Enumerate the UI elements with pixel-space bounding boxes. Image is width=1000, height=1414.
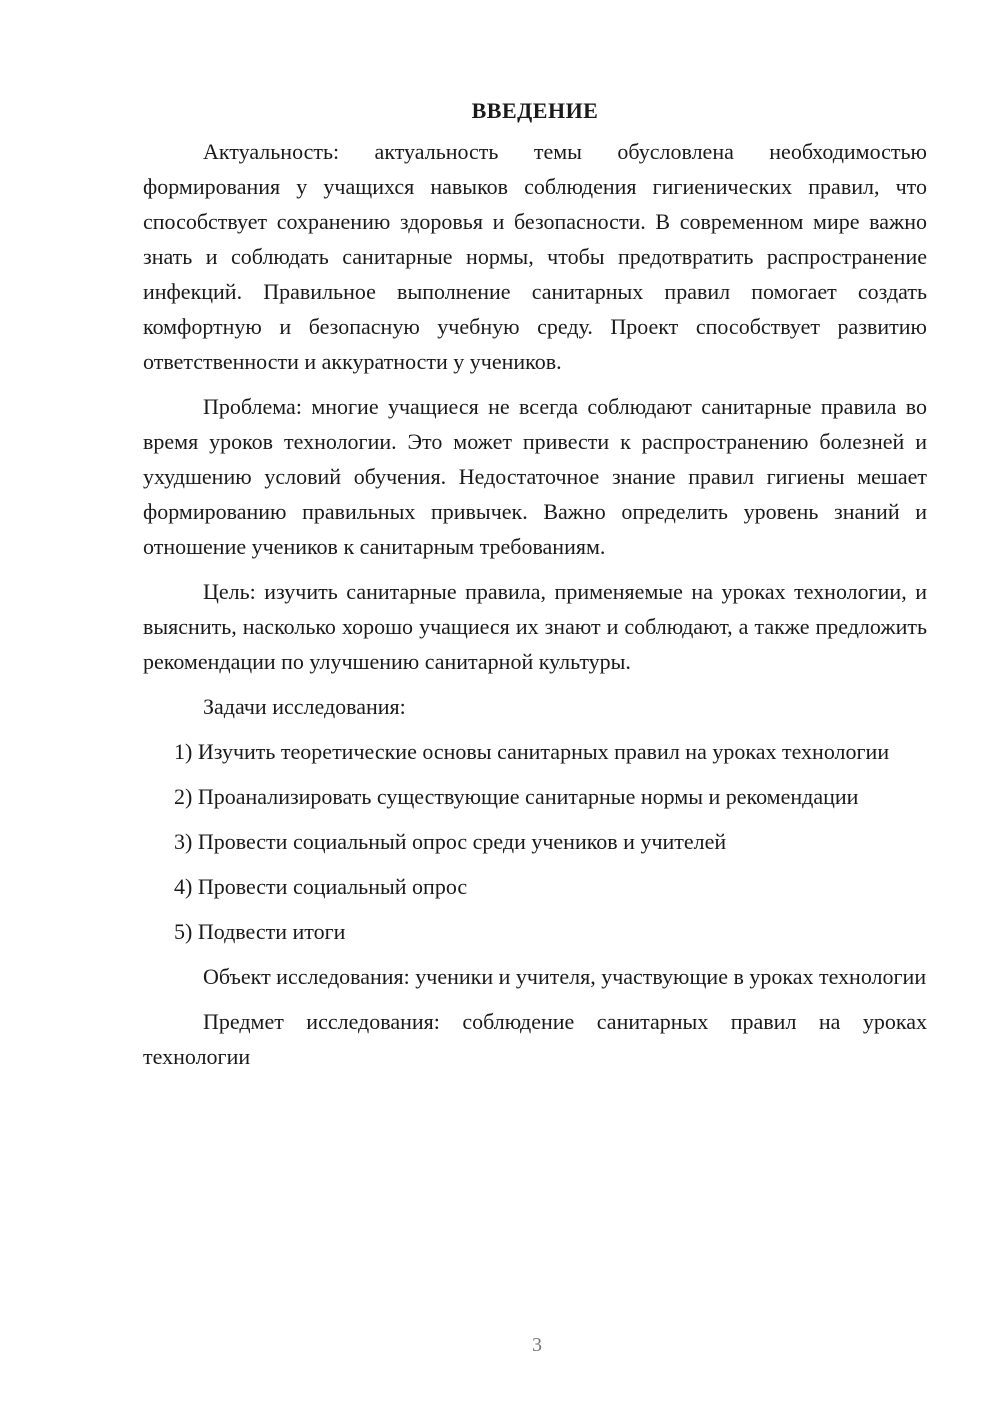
- research-object-paragraph: Объект исследования: ученики и учителя, участвующие в уроках технологии: [203, 964, 927, 989]
- tasks-heading: Задачи исследования:: [203, 694, 406, 719]
- page-content: [143, 98, 927, 1084]
- section-title: ВВЕДЕНИЕ: [471, 98, 599, 123]
- task-item-1: 1) Изучить теоретические основы санитарных правил на уроках технологии: [174, 739, 890, 764]
- goal-paragraph: Цель: изучить санитарные правила, применяемые на уроках технологии, и выяснить, насколько хорошо учащиеся их знают и соблюдают, а также предложить рекомендации по улучшению санитарной культуры.: [143, 579, 927, 674]
- page-number: 3: [532, 1334, 542, 1356]
- research-subject-paragraph: Предмет исследования: соблюдение санитарных правил на уроках технологии: [143, 1009, 927, 1069]
- task-item-4: 4) Провести социальный опрос: [174, 874, 468, 899]
- task-item-2: 2) Проанализировать существующие санитарные нормы и рекомендации: [174, 784, 859, 809]
- relevance-paragraph: Актуальность: актуальность темы обусловлена необходимостью формирования у учащихся навыков соблюдения гигиенических правил, что способствует сохранению здоровья и безопасности. В современном мире важно знать и соблюдать санитарные нормы, чтобы предотвратить распространение инфекций. Правильное выполнение санитарных правил помогает создать комфортную и безопасную учебную среду. Проект способствует развитию ответственности и аккуратности у учеников.: [143, 139, 927, 374]
- task-item-3: 3) Провести социальный опрос среди учеников и учителей: [174, 829, 727, 854]
- problem-paragraph: Проблема: многие учащиеся не всегда соблюдают санитарные правила во время уроков технологии. Это может привести к распространению болезней и ухудшению условий обучения. Недостаточное знание правил гигиены мешает формированию правильных привычек. Важно определить уровень знаний и отношение учеников к санитарным требованиям.: [143, 394, 927, 559]
- task-item-5: 5) Подвести итоги: [174, 919, 346, 944]
